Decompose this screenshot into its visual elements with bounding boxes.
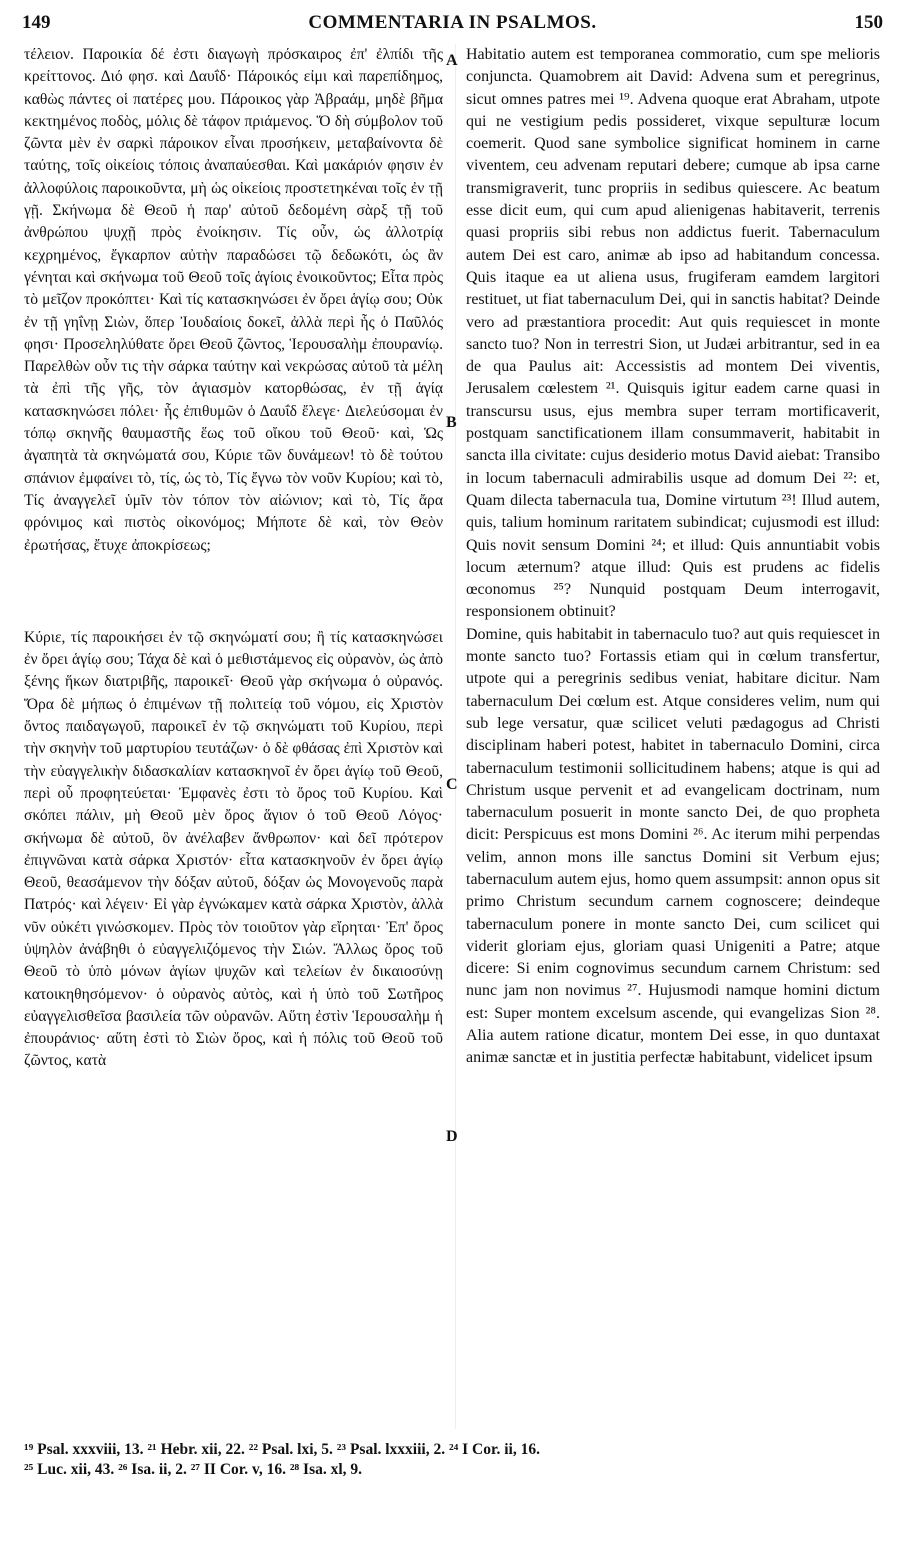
greek-block-2 <box>24 627 443 1073</box>
greek-block-1 <box>24 44 443 557</box>
latin-paragraph-1: Habitatio autem est temporanea commoratio, cum spe melioris conjuncta. Quamobrem ait David: Advena sum et peregrinus, sicut omnes patres mei ¹⁹. Advena quoque erat Abraham, utpote qui ne vestigium pedis possideret, vixque sepulturæ locum coemerit. Quod sane symbolice significat hominem in carne viventem, ceu advenam reputari debere; cumque ab ipsa carne transmigraverit, tunc propriis in sedibus quiescere. Ac beatum esse dicit eum, qui cum apud alienigenas habitaverit, terrenis quasi propriis sibi rebus non addictus fuerit. Tabernaculum autem Dei est caro, animæ ab ipso ad habitandum concessa. Quis itaque ea ut aliena usus, frugiferam eamdem largitori restituet, ut fiat tabernaculum Dei, qui in sanctis habitat? Deinde vero ad præstantiora procedit: Aut quis requiescet in monte sancto tuo? Non in terrestri Sion, ut Judæi arbitrantur, sed in ea de qua Paulus ait: Accessistis ad montem Dei viventis, Jerusalem cœlestem ²¹. Quisquis igitur eadem carne quasi in transcursu usus, ejus membra super terram mortificaverit, postquam sanctificationem illam consummaverit, habitabit in sancta illa civitate: cujus desiderio motus David aiebat: Transibo in locum tabernaculi admirabilis usque ad domum Dei ²²: et, Quam dilecta tabernacula tua, Domine virtutum ²³! Illud autem, quis, talium hominum raritatem subindicat; cujusmodi est illud: Quis novit sensum Domini ²⁴; et illud: Quis annuntiabit vobis locum æternum? atque illud: Quis est prudens ac fidelis œconomus ²⁵? Nunquid postquam Deum interrogavit, responsionem obtinuit? <box>466 46 880 621</box>
greek-paragraph-2: Κύριε, τίς παροικήσει ἐν τῷ σκηνώματί σου; ἢ τίς κατασκηνώσει ἐν ὄρει ἁγίῳ σου; Τάχα δὲ καὶ ὁ μεθιστάμενος εἰς οὐρανὸν, ὡς ἀπὸ ξένης ἥκων διατριβῆς, παροικεῖ· Θεοῦ γὰρ σκήνωμα ὁ οὐρανός. Ὅρα δὲ μήπως ὁ ἐπιμένων τῇ πολιτείᾳ τοῦ νόμου, εἰς Χριστὸν ὄντος παιδαγωγοῦ, παροικεῖ ἐν τῷ σκηνώματι τοῦ Κυρίου, περὶ τὴν σκηνὴν τοῦ μαρτυρίου τευτάζων· ὁ δὲ φθάσας ἐπὶ Χριστὸν καὶ τὴν εὐαγγελικὴν διδασκαλίαν κατασκηνοῖ ἐν ὄρει ἁγίῳ τοῦ Θεοῦ, περὶ οὗ προφητεύεται· Ἐμφανὲς ἐστι τὸ ὄρος τοῦ Κυρίου. Καὶ σκόπει πάλιν, μὴ Θεοῦ μὲν ὄρος ἅγιον ὁ τοῦ Θεοῦ Λόγος· σκήνωμα δὲ αὐτοῦ, ὃν ἀνέλαβεν ἄνθρωπον· καὶ δεῖ πρότερον ἐπιγνῶναι κατὰ σάρκα Χριστόν· εἶτα κατασκηνοῦν ἐν ὄρει ἁγίῳ Θεοῦ, θεασάμενον τὴν δόξαν αὐτοῦ, δόξαν ὡς Μονογενοῦς παρὰ Πατρός· καὶ λέγειν· Εἰ γὰρ ἐγνώκαμεν κατὰ σάρκα Χριστὸν, ἀλλὰ νῦν οὐκέτι γινώσκομεν. Πρὸς τὸν τοιοῦτον γὰρ εἴρηται· Ἐπ' ὄρος ὑψηλὸν ἀνάβηθι ὁ εὐαγγελιζόμενος τὴν Σιών. Ἄλλως ὄρος τοῦ Θεοῦ τὸ ὑπὸ μόνων ἁγίων ψυχῶν καὶ τελείων ἐν δικαιοσύνῃ κατοικηθησόμενον· ὁ οὐρανὸς αὐτὸς, καὶ ἡ ὑπὸ τοῦ Σωτῆρος εὐαγγελισθεῖσα βασιλεία τῶν οὐρανῶν. Αὕτη ἐστὶν Ἱερουσαλὴμ ἡ ἐπουράνιος· αὕτη ἐστὶ τὸ Σιὼν ὄρος, καὶ ἡ πόλις τοῦ Θεοῦ τοῦ ζῶντος, κατὰ <box>24 628 443 1070</box>
section-marker-a: A <box>446 52 458 69</box>
greek-column <box>24 44 443 1073</box>
column-divider <box>455 44 456 1429</box>
greek-paragraph-1: τέλειον. Παροικία δέ ἐστι διαγωγὴ πρόσκαιρος ἐπ' ἐλπίδι τῆς κρείττονος. Διό φησ. καὶ Δαυΐδ· Πάροικός εἰμι καὶ παρεπίδημος, καθὼς πάντες οἱ πατέρες μου. Πάροικος γὰρ Ἀβραάμ, μηδὲ βῆμα κεκτημένος ποδὸς, μόλις δὲ τάφον πριάμενος. Ὅ δὴ σύμβολον τοῦ ζῶντα μὲν ἐν σαρκὶ πάροικον εἶναι προσήκειν, μεταβαίνοντα δὲ ταύτης, τοῖς οἰκείοις τόποις ἀναπαύεσθαι. Καὶ μακάριόν φησιν ἐν ἀλλοφύλοις παροικοῦντα, μὴ ὡς οἰκείοις προστετηκέναι τοῖς ἐν τῇ γῇ. Σκήνωμα δὲ Θεοῦ ἡ παρ' αὐτοῦ δεδομένη σὰρξ τῇ τοῦ ἀνθρώπου ψυχῇ πρὸς ἐνοίκησιν. Τίς οὖν, ὡς ἀλλοτρίᾳ κεχρημένος, ἔγκαρπον αὐτὴν παραδώσει τῷ δεδωκότι, ὡς ἂν γένηται καὶ σκήνωμα τοῦ Θεοῦ τοῖς ἁγίοις ἐνοικοῦντος; Εἶτα πρὸς τὸ μεῖζον προκόπτει· Καὶ τίς κατασκηνώσει ἐν ὄρει ἁγίῳ σου; Οὐκ ἐν τῇ γηΐνῃ Σιὼν, ὅπερ Ἰουδαίοις δοκεῖ, ἀλλὰ περὶ ἧς ὁ Παῦλός φησι· Προσεληλύθατε ὄρει Θεοῦ ζῶντος, Ἱερουσαλὴμ ἐπουρανίῳ. Παρελθὼν οὖν τις τὴν σάρκα ταύτην καὶ νεκρώσας αὐτοῦ τὰ μέλη τὰ ἐπὶ τῆς γῆς, τὸν ἁγιασμὸν κατορθώσας, ἐν τῇ ἁγίᾳ κατασκηνώσει πόλει· ἧς ἐπιθυμῶν ὁ Δαυΐδ ἔλεγε· Διελεύσομαι ἐν τόπῳ σκηνῆς θαυμαστῆς ἕως τοῦ οἴκου τοῦ Θεοῦ· καὶ, Ὡς ἀγαπητὰ τὰ σκηνώματά σου, Κύριε τῶν δυνάμεων! τὸ δὲ τούτου σπάνιον ἐμφαίνει τὸ, τίς, ὡς τὸ, Τίς ἔγνω τὸν νοῦν Κυρίου; καὶ τὸ, Τίς ἀναγγελεῖ ὑμῖν τὸν τόπον τὸν αἰώνιον; καὶ τὸ, Τίς ἄρα φρόνιμος καὶ πιστὸς οἰκονόμος; Μήποτε δὲ καὶ, τὸν Θεὸν ἐρωτήσας, ἔτυχε ἀποκρίσεως; <box>24 46 443 554</box>
page-number-left: 149 <box>22 12 51 33</box>
footnotes <box>24 1440 881 1480</box>
section-marker-c: C <box>446 776 458 793</box>
footnote-line-2: ²⁵ Luc. xii, 43. ²⁶ Isa. ii, 2. ²⁷ II Cor. v, 16. ²⁸ Isa. xl, 9. <box>24 1461 363 1478</box>
latin-block-2 <box>466 624 880 1070</box>
running-title: COMMENTARIA IN PSALMOS. <box>308 12 597 33</box>
section-marker-b: B <box>446 414 457 431</box>
latin-paragraph-2: Domine, quis habitabit in tabernaculo tuo? aut quis requiescet in monte sancto tuo? Fortassis etiam qui in cœlum transfertur, utpote qui a peregrinis sedibus veniat, habitare dicitur. Nam tabernaculum Dei cœlum est. Atque consideres velim, num qui sub lege versatur, quæ scilicet veluti pædagogus ad Christi disciplinam haberi potest, habitet in tabernaculo Domini, circa tabernaculum testimonii sollicitudinem habens; atque is qui ad Christum usque pervenit et ad evangelicam doctrinam, num tabernaculum posuerit in monte sancto Dei, de quo propheta dicit: Perspicuus est mons Domini ²⁶. Ac iterum mihi perpendas velim, annon mons ille sanctus Domini sit Verbum ejus; tabernaculum autem ejus, homo quem assumpsit: annon opus sit primo Christum secundum carnem cognoscere; deindeque tabernaculum ponere in monte sancto Dei, cum scilicet qui viderit gloriam ejus, gloriam quasi Unigeniti a Patre; atque dicere: Si enim cognovimus secundum carnem Christum: sed nunc jam non novimus ²⁷. Hujusmodi namque homini dictum est: Super montem excelsum ascende, qui evangelizas Sion ²⁸. Alia autem ratione dicatur, montem Dei esse, in quo duntaxat animæ sanctæ et in justitia perfectæ habitabunt, videlicet ipsum <box>466 625 880 1067</box>
latin-column <box>466 44 880 1070</box>
section-marker-d: D <box>446 1128 458 1145</box>
footnote-line-1: ¹⁹ Psal. xxxviii, 13. ²¹ Hebr. xii, 22. ²² Psal. lxi, 5. ²³ Psal. lxxxiii, 2. ²⁴ I Cor. ii, 16. <box>24 1441 540 1458</box>
latin-block-1 <box>466 44 880 624</box>
running-header <box>22 8 883 34</box>
page-number-right: 150 <box>854 12 883 33</box>
